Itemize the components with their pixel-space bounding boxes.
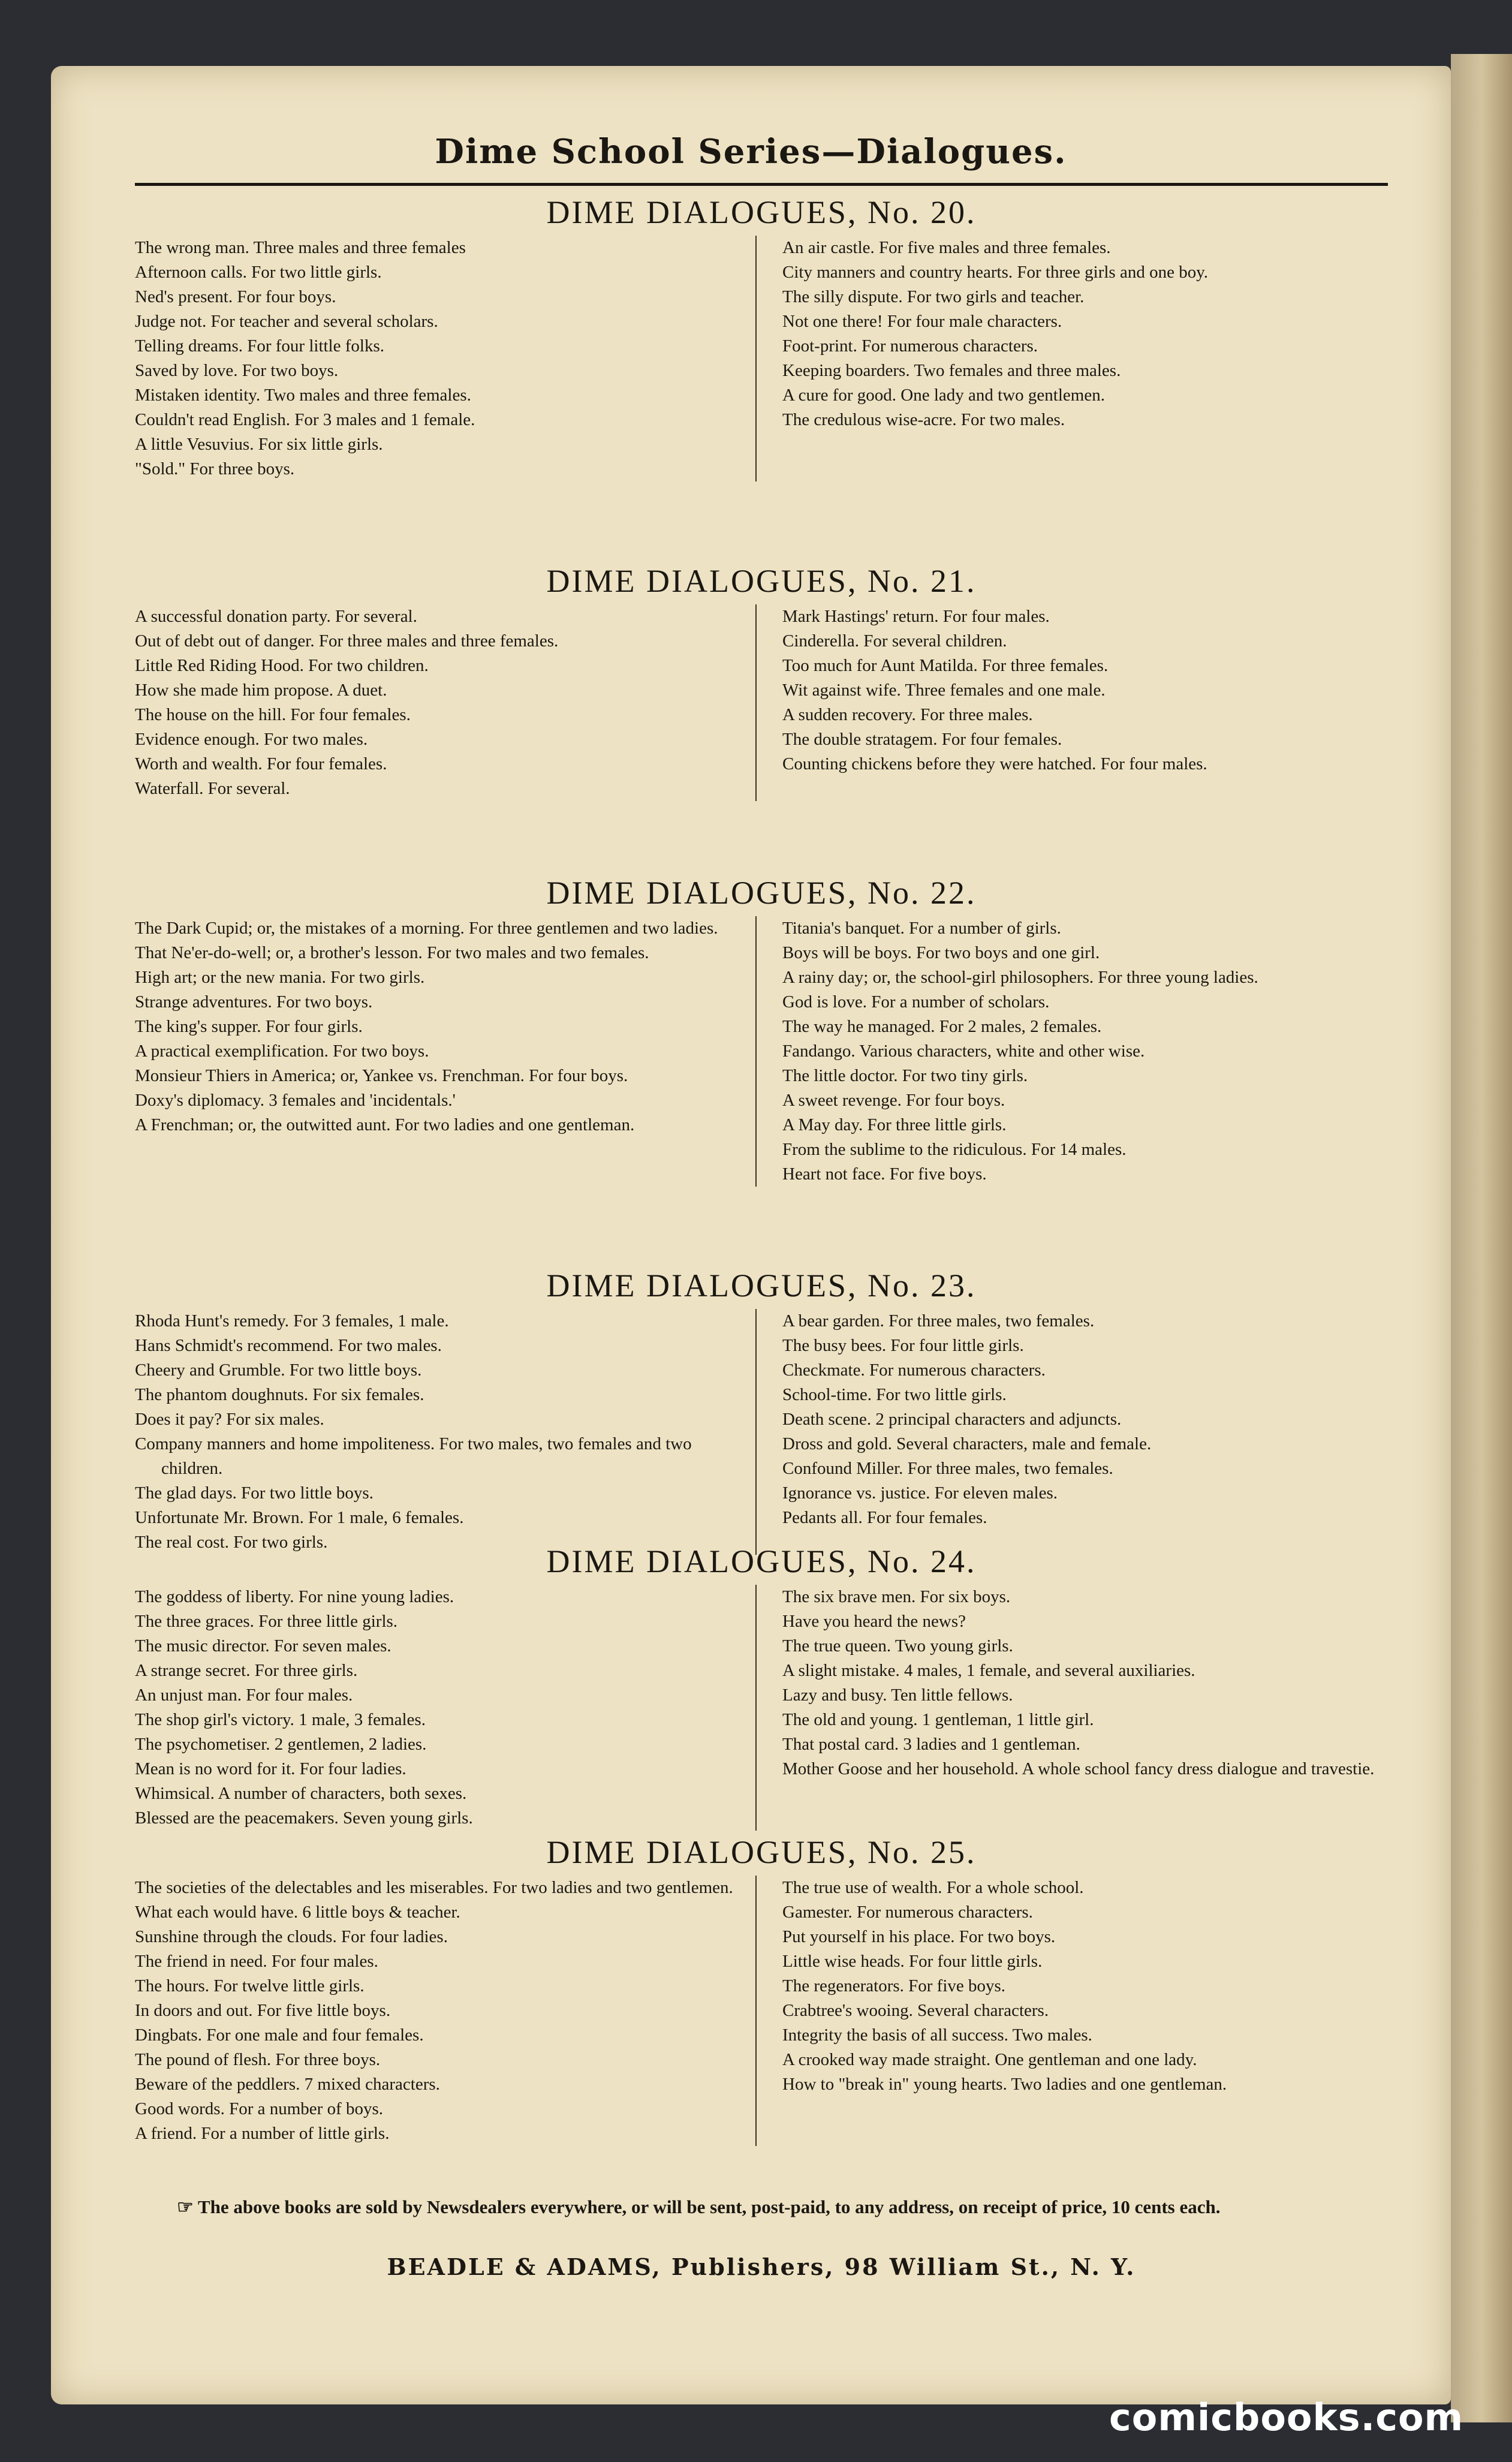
dialogue-entry: Wit against wife. Three females and one male.	[782, 681, 1106, 700]
dialogue-entry: A sweet revenge. For four boys.	[782, 1091, 1005, 1110]
dialogue-entry: Confound Miller. For three males, two females.	[782, 1459, 1113, 1478]
dialogue-entry: Out of debt out of danger. For three males and three females.	[135, 631, 559, 651]
dialogue-section	[135, 869, 1388, 1187]
dialogue-entry: The three graces. For three little girls.	[135, 1612, 398, 1631]
column-left	[135, 1876, 740, 2146]
section-title: DIME DIALOGUES, No. 23.	[546, 1268, 977, 1304]
section-columns	[135, 1309, 1388, 1555]
section-title: DIME DIALOGUES, No. 22.	[546, 875, 977, 911]
dialogue-entry: A strange secret. For three girls.	[135, 1661, 358, 1680]
dialogue-entry: Beware of the peddlers. 7 mixed characters.	[135, 2075, 440, 2094]
dialogue-section	[135, 1829, 1388, 2146]
dialogue-entry: The little doctor. For two tiny girls.	[782, 1066, 1028, 1085]
section-title: DIME DIALOGUES, No. 24.	[546, 1543, 977, 1579]
dialogue-entry: Dross and gold. Several characters, male and female.	[782, 1434, 1152, 1453]
column-left	[135, 604, 740, 801]
dialogue-entry: What each would have. 6 little boys & teacher.	[135, 1903, 460, 1922]
dialogue-entry: High art; or the new mania. For two girls.	[135, 968, 425, 987]
dialogue-entry: A friend. For a number of little girls.	[135, 2124, 390, 2143]
column-divider	[755, 1309, 757, 1555]
section-columns	[135, 1585, 1388, 1831]
dialogue-entry: Little wise heads. For four little girls.	[782, 1952, 1043, 1971]
dialogue-entry: The true queen. Two young girls.	[782, 1636, 1013, 1656]
dialogue-entry: Not one there! For four male characters.	[782, 312, 1062, 331]
dialogue-entry: The way he managed. For 2 males, 2 females.	[782, 1017, 1102, 1036]
header-rule	[135, 183, 1388, 186]
dialogue-entry: Worth and wealth. For four females.	[135, 754, 387, 773]
catalog-page	[51, 66, 1451, 2404]
dialogue-entry: Boys will be boys. For two boys and one girl.	[782, 943, 1100, 962]
dialogue-entry: Fandango. Various characters, white and other wise.	[782, 1042, 1145, 1061]
dialogue-entry: Pedants all. For four females.	[782, 1508, 987, 1527]
footer-note: ☞ The above books are sold by Newsdealers everywhere, or will be sent, post-paid, to any address, on receipt of price, 10 cents each.	[177, 2196, 1221, 2217]
dialogue-entry: "Sold." For three boys.	[135, 459, 295, 478]
dialogue-entry: Dingbats. For one male and four females.	[135, 2025, 424, 2045]
dialogue-entry: Counting chickens before they were hatched. For four males.	[782, 754, 1207, 773]
dialogue-entry: Heart not face. For five boys.	[782, 1164, 987, 1184]
dialogue-entry: A cure for good. One lady and two gentlemen.	[782, 386, 1105, 405]
dialogue-entry: Sunshine through the clouds. For four ladies.	[135, 1927, 448, 1946]
dialogue-section	[135, 1538, 1388, 1831]
page-header: Dime School Series—Dialogues.	[435, 132, 1067, 171]
dialogue-entry: The credulous wise-acre. For two males.	[782, 410, 1065, 429]
column-left	[135, 916, 740, 1187]
dialogue-entry: Doxy's diplomacy. 3 females and 'incidentals.'	[135, 1091, 456, 1110]
dialogue-entry: A successful donation party. For several.	[135, 607, 417, 626]
section-columns	[135, 1876, 1388, 2146]
dialogue-entry: The real cost. For two girls.	[135, 1533, 328, 1552]
dialogue-entry: Gamester. For numerous characters.	[782, 1903, 1033, 1922]
dialogue-entry: How she made him propose. A duet.	[135, 681, 387, 700]
dialogue-entry: An air castle. For five males and three females.	[782, 238, 1111, 257]
dialogue-entry: Crabtree's wooing. Several characters.	[782, 2001, 1049, 2020]
dialogue-entry: The societies of the delectables and les miserables. For two ladies and two gentlemen.	[135, 1878, 733, 1897]
dialogue-section	[135, 1262, 1388, 1555]
dialogue-entry: God is love. For a number of scholars.	[782, 992, 1050, 1012]
publisher-line: BEADLE & ADAMS, Publishers, 98 William St., N. Y.	[387, 2253, 1136, 2280]
dialogue-entry: Afternoon calls. For two little girls.	[135, 263, 382, 282]
dialogue-entry: Death scene. 2 principal characters and adjuncts.	[782, 1410, 1122, 1429]
dialogue-entry: The wrong man. Three males and three females	[135, 238, 466, 257]
dialogue-entry: From the sublime to the ridiculous. For 14 males.	[782, 1140, 1127, 1159]
column-right	[782, 1309, 1388, 1555]
dialogue-entry: An unjust man. For four males.	[135, 1686, 353, 1705]
section-columns	[135, 236, 1388, 481]
dialogue-entry: A bear garden. For three males, two females.	[782, 1311, 1095, 1331]
column-divider	[755, 916, 757, 1187]
column-right	[782, 1585, 1388, 1831]
dialogue-entry: Telling dreams. For four little folks.	[135, 336, 384, 356]
dialogue-entry: Mother Goose and her household. A whole school fancy dress dialogue and travestie.	[782, 1759, 1375, 1778]
column-right	[782, 604, 1388, 801]
dialogue-entry: The Dark Cupid; or, the mistakes of a morning. For three gentlemen and two ladies.	[135, 919, 718, 938]
column-left	[135, 1309, 740, 1555]
dialogue-entry: The king's supper. For four girls.	[135, 1017, 363, 1036]
dialogue-entry: In doors and out. For five little boys.	[135, 2001, 391, 2020]
section-columns	[135, 604, 1388, 801]
dialogue-entry: The friend in need. For four males.	[135, 1952, 378, 1971]
section-title: DIME DIALOGUES, No. 20.	[546, 194, 977, 230]
dialogue-entry: Does it pay? For six males.	[135, 1410, 324, 1429]
dialogue-entry: Little Red Riding Hood. For two children.	[135, 656, 429, 675]
column-divider	[755, 604, 757, 801]
column-right	[782, 916, 1388, 1187]
section-title: DIME DIALOGUES, No. 25.	[546, 1834, 977, 1870]
dialogue-entry: Checkmate. For numerous characters.	[782, 1361, 1046, 1380]
dialogue-entry: Cheery and Grumble. For two little boys.	[135, 1361, 422, 1380]
dialogue-entry: The regenerators. For five boys.	[782, 1976, 1006, 1996]
dialogue-entry: A slight mistake. 4 males, 1 female, and several auxiliaries.	[782, 1661, 1195, 1680]
dialogue-entry: Good words. For a number of boys.	[135, 2099, 384, 2118]
dialogue-entry: Hans Schmidt's recommend. For two males.	[135, 1336, 442, 1355]
dialogue-entry: Saved by love. For two boys.	[135, 361, 339, 380]
dialogue-entry: The hours. For twelve little girls.	[135, 1976, 365, 1996]
dialogue-entry: A practical exemplification. For two boys.	[135, 1042, 429, 1061]
dialogue-entry: A rainy day; or, the school-girl philosophers. For three young ladies.	[782, 968, 1258, 987]
section-columns	[135, 916, 1388, 1187]
column-right	[782, 236, 1388, 481]
dialogue-entry: Mistaken identity. Two males and three females.	[135, 386, 471, 405]
column-right	[782, 1876, 1388, 2146]
dialogue-entry: Ignorance vs. justice. For eleven males.	[782, 1483, 1058, 1503]
dialogue-entry: That postal card. 3 ladies and 1 gentleman.	[782, 1735, 1080, 1754]
dialogue-entry: The shop girl's victory. 1 male, 3 females.	[135, 1710, 426, 1729]
dialogue-entry: A little Vesuvius. For six little girls.	[135, 435, 383, 454]
dialogue-entry: Cinderella. For several children.	[782, 631, 1007, 651]
dialogue-entry: Monsieur Thiers in America; or, Yankee vs. Frenchman. For four boys.	[135, 1066, 628, 1085]
dialogue-entry: The psychometiser. 2 gentlemen, 2 ladies.	[135, 1735, 427, 1754]
dialogue-entry: Mark Hastings' return. For four males.	[782, 607, 1050, 626]
dialogue-entry: City manners and country hearts. For three girls and one boy.	[782, 263, 1209, 282]
dialogue-entry: That Ne'er-do-well; or, a brother's lesson. For two males and two females.	[135, 943, 649, 962]
section-title: DIME DIALOGUES, No. 21.	[546, 563, 977, 599]
column-left	[135, 236, 740, 481]
dialogue-entry: The six brave men. For six boys.	[782, 1587, 1011, 1606]
dialogue-entry: School-time. For two little girls.	[782, 1385, 1007, 1404]
dialogue-entry: Strange adventures. For two boys.	[135, 992, 373, 1012]
dialogue-entry: Too much for Aunt Matilda. For three females.	[782, 656, 1109, 675]
page-edge	[1451, 54, 1512, 2422]
dialogue-entry: The busy bees. For four little girls.	[782, 1336, 1024, 1355]
dialogue-entry: The glad days. For two little boys.	[135, 1483, 374, 1503]
dialogue-entry: The phantom doughnuts. For six females.	[135, 1385, 424, 1404]
dialogue-entry: The music director. For seven males.	[135, 1636, 391, 1656]
column-divider	[755, 1876, 757, 2146]
column-divider	[755, 236, 757, 481]
dialogue-entry: Titania's banquet. For a number of girls.	[782, 919, 1061, 938]
dialogue-entry: The true use of wealth. For a whole school.	[782, 1878, 1084, 1897]
dialogue-entry: A May day. For three little girls.	[782, 1115, 1007, 1134]
column-divider	[755, 1585, 757, 1831]
dialogue-entry: Unfortunate Mr. Brown. For 1 male, 6 females.	[135, 1508, 464, 1527]
dialogue-entry: Judge not. For teacher and several scholars.	[135, 312, 438, 331]
dialogue-entry: Foot-print. For numerous characters.	[782, 336, 1038, 356]
watermark: comicbooks.com	[1109, 2395, 1464, 2439]
column-left	[135, 1585, 740, 1831]
dialogue-entry: Waterfall. For several.	[135, 779, 290, 798]
dialogue-entry: A crooked way made straight. One gentleman and one lady.	[782, 2050, 1197, 2069]
dialogue-entry: How to "break in" young hearts. Two ladies and one gentleman.	[782, 2075, 1227, 2094]
dialogue-section	[135, 558, 1388, 801]
dialogue-entry: Keeping boarders. Two females and three males.	[782, 361, 1121, 380]
dialogue-entry: The pound of flesh. For three boys.	[135, 2050, 381, 2069]
dialogue-entry: Mean is no word for it. For four ladies.	[135, 1759, 406, 1778]
dialogue-entry: Blessed are the peacemakers. Seven young girls.	[135, 1808, 473, 1828]
dialogue-entry: Have you heard the news?	[782, 1612, 966, 1631]
dialogue-entry: Evidence enough. For two males.	[135, 730, 368, 749]
dialogue-entry: Rhoda Hunt's remedy. For 3 females, 1 male.	[135, 1311, 449, 1331]
dialogue-entry: The old and young. 1 gentleman, 1 little girl.	[782, 1710, 1094, 1729]
dialogue-entry: The house on the hill. For four females.	[135, 705, 411, 724]
dialogue-entry: A Frenchman; or, the outwitted aunt. For two ladies and one gentleman.	[135, 1115, 635, 1134]
dialogue-entry: Lazy and busy. Ten little fellows.	[782, 1686, 1013, 1705]
dialogue-section	[135, 189, 1388, 481]
dialogue-entry: A sudden recovery. For three males.	[782, 705, 1033, 724]
dialogue-entry: Whimsical. A number of characters, both sexes.	[135, 1784, 467, 1803]
dialogue-entry: Couldn't read English. For 3 males and 1 female.	[135, 410, 475, 429]
dialogue-entry: Integrity the basis of all success. Two males.	[782, 2025, 1092, 2045]
dialogue-entry: Ned's present. For four boys.	[135, 287, 336, 306]
dialogue-entry: The goddess of liberty. For nine young ladies.	[135, 1587, 454, 1606]
dialogue-entry: The silly dispute. For two girls and teacher.	[782, 287, 1085, 306]
dialogue-entry: Put yourself in his place. For two boys.	[782, 1927, 1056, 1946]
dialogue-entry: Company manners and home impoliteness. For two males, two females and two children.	[135, 1434, 692, 1478]
dialogue-entry: The double stratagem. For four females.	[782, 730, 1062, 749]
